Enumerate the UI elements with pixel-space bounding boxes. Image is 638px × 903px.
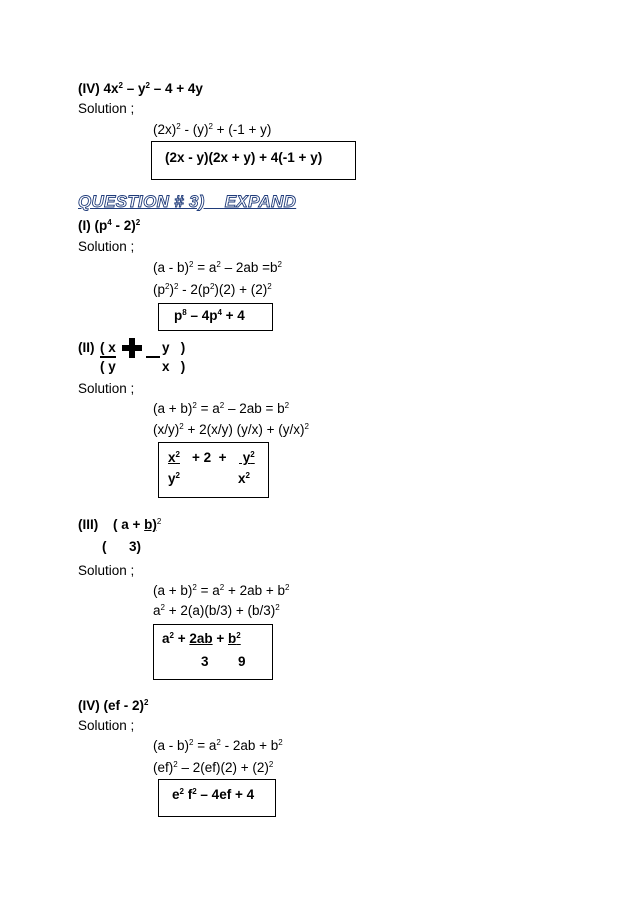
problem-ii-den-right: x ) bbox=[162, 359, 186, 374]
formula-iv: $(a - b)^2 = a^2 - 2ab + b^2$ bbox=[153, 738, 283, 753]
solution-label: Solution ; bbox=[78, 239, 135, 254]
step-iv: $(ef)^2 - 2(ef)(2) + (2)^2$ bbox=[153, 760, 274, 775]
solution-label: Solution ; bbox=[78, 101, 135, 116]
problem-ii-den-left: ( y bbox=[100, 359, 116, 374]
answer-i: $p^8 - 4p^4 + 4$ bbox=[174, 308, 245, 323]
problem-iii-label: (III) bbox=[78, 517, 99, 532]
answer-iii-den1: 3 bbox=[201, 654, 209, 669]
step-q2-iv: $(2x)^2 - (y)^2 + (-1 + y)$ bbox=[153, 122, 272, 137]
answer-iii-top: $a^2 + 2ab + b^2$ bbox=[162, 631, 241, 646]
answer-ii-num1: $x^2$ bbox=[168, 450, 180, 465]
solution-label: Solution ; bbox=[78, 563, 135, 578]
solution-label: Solution ; bbox=[78, 381, 135, 396]
formula-i: $(a - b)^2 = a^2 - 2ab =b^2$ bbox=[153, 260, 282, 275]
answer-box-ii bbox=[158, 442, 269, 498]
formula-iii: $(a + b)^2 = a^2 + 2ab + b^2$ bbox=[153, 583, 290, 598]
answer-box-i bbox=[158, 303, 273, 331]
question-3-heading: QUESTION # 3) EXPAND bbox=[78, 192, 297, 211]
problem-iii-bottom: ( 3) bbox=[102, 539, 142, 554]
problem-iii-top: ( a + b)$^2$ bbox=[113, 517, 162, 532]
problem-i: (I) $(p^4 - 2)^2$ bbox=[78, 218, 141, 233]
step-i: $(p^2)^2 - 2(p^2)(2) + (2)^2$ bbox=[153, 282, 272, 297]
step-iii: $a^2 + 2(a)(b/3) + (b/3)^2$ bbox=[153, 603, 280, 618]
problem-ii-num-right: y ) bbox=[162, 340, 186, 355]
answer-ii-mid: + 2 + bbox=[192, 450, 227, 465]
formula-ii: $(a + b)^2 = a^2 - 2ab = b^2$ bbox=[153, 401, 290, 416]
solution-label: Solution ; bbox=[78, 718, 135, 733]
answer-q2-iv: (2x - y)(2x + y) + 4(-1 + y) bbox=[165, 150, 323, 165]
answer-box-iii bbox=[153, 624, 273, 680]
answer-iii-den2: 9 bbox=[238, 654, 246, 669]
problem-iv: (IV) (ef - 2)$^2$ bbox=[78, 698, 149, 713]
fraction-bar-right bbox=[146, 356, 160, 358]
answer-iv: $e^2$ $f^2 - 4ef + 4$ bbox=[172, 787, 255, 802]
answer-ii-den2: $x^2$ bbox=[238, 471, 250, 486]
answer-box-q2-iv bbox=[151, 141, 356, 180]
problem-ii-label: (II) bbox=[78, 340, 95, 355]
problem-q2-iv: (IV) $4x^2 - y^2 - 4 + 4y$ bbox=[78, 81, 203, 96]
step-ii: $(x/y)^2 + 2(x/y) (y/x) + (y/x)^2$ bbox=[153, 422, 309, 437]
answer-ii-den1: $y^2$ bbox=[168, 471, 180, 486]
plus-icon bbox=[122, 338, 142, 358]
fraction-bar-left bbox=[100, 356, 116, 358]
answer-ii-num2: $y^2$ bbox=[239, 450, 255, 465]
problem-ii-num-left: ( x bbox=[100, 340, 116, 355]
answer-box-iv bbox=[158, 779, 276, 817]
